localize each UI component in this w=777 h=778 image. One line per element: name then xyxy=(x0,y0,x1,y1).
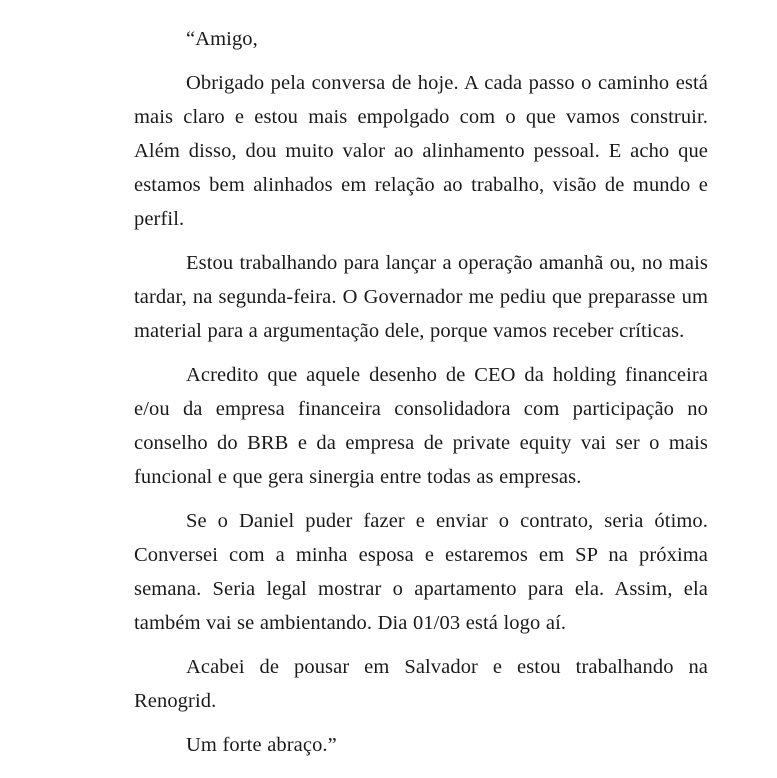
paragraph-obrigado: Obrigado pela conversa de hoje. A cada passo o caminho está mais claro e estou mais empolgado com o que vamos construir. Além disso, dou muito valor ao alinhamento pessoal. E acho que estamos bem alinhados em relação ao trabalho, visão de mundo e perfil. xyxy=(134,72,708,230)
paragraph-salutation: “Amigo, xyxy=(186,28,258,50)
paragraph-salvador: Acabei de pousar em Salvador e estou trabalhando na Renogrid. xyxy=(134,656,708,712)
letter-body xyxy=(134,22,708,762)
paragraph-operacao: Estou trabalhando para lançar a operação amanhã ou, no mais tardar, na segunda-feira. O Governador me pediu que preparasse um material para a argumentação dele, porque vamos receber críticas. xyxy=(134,252,708,342)
paragraph-closing: Um forte abraço.” xyxy=(186,734,337,756)
paragraph-holding: Acredito que aquele desenho de CEO da holding financeira e/ou da empresa financeira consolidadora com participação no conselho do BRB e da empresa de private equity vai ser o mais funcional e que gera sinergia entre todas as empresas. xyxy=(134,364,708,488)
paragraph-daniel: Se o Daniel puder fazer e enviar o contrato, seria ótimo. Conversei com a minha esposa e estaremos em SP na próxima semana. Seria legal mostrar o apartamento para ela. Assim, ela também vai se ambientando. Dia 01/03 está logo aí. xyxy=(134,510,708,634)
